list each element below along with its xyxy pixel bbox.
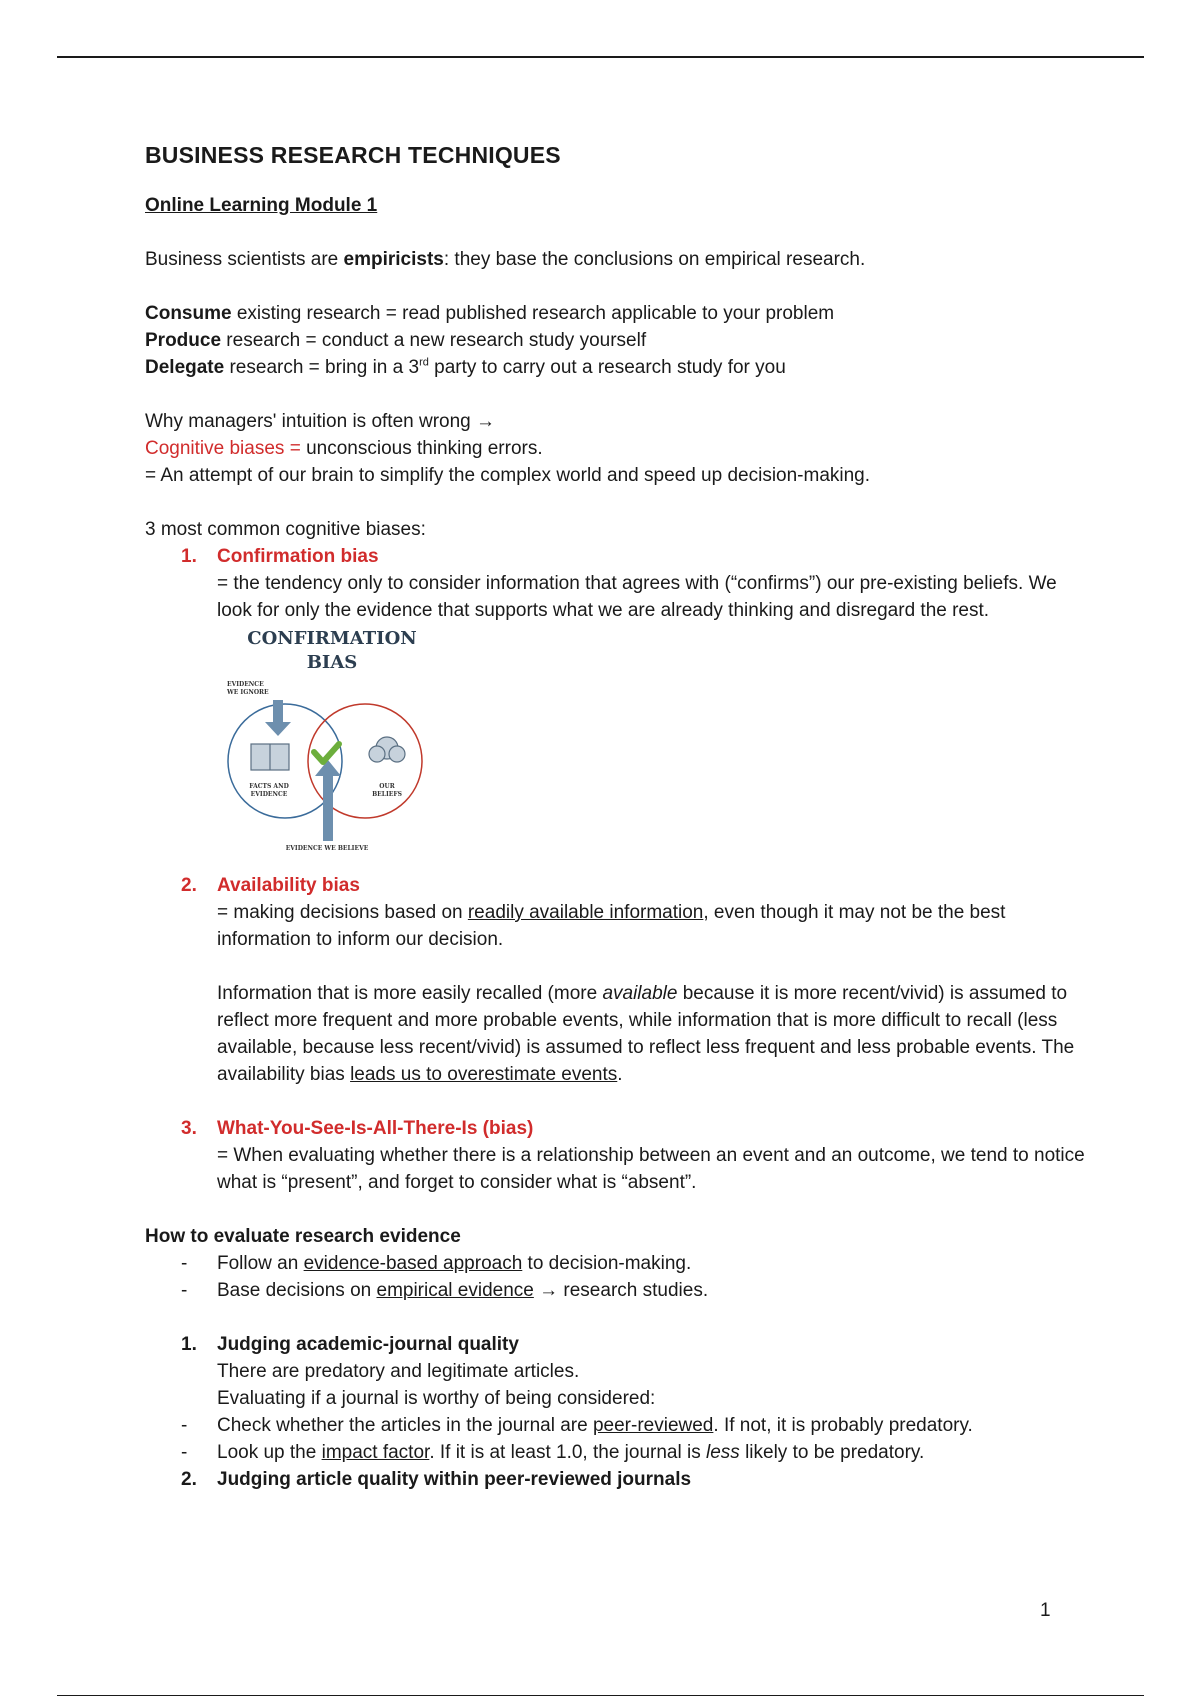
cognitive-biases-def: Cognitive biases = unconscious thinking errors. <box>145 438 543 459</box>
bias-3-definition: = When evaluating whether there is a relationship between an event and an outcome, we tend to notice what is “present”, and forget to consider what is “absent”. <box>217 1145 1085 1193</box>
judge-1-line1: There are predatory and legitimate articles. <box>217 1361 580 1382</box>
intro-paragraph: Business scientists are empiricists: they base the conclusions on empirical research. <box>145 249 866 270</box>
bias-1-heading: 1. Confirmation bias <box>181 546 379 567</box>
module-subtitle: Online Learning Module 1 <box>145 195 378 216</box>
why-line: Why managers' intuition is often wrong → <box>145 411 496 432</box>
bias-2-definition: = making decisions based on readily available information, even though it may not be the best information to inform our decision. <box>217 902 1006 950</box>
def-delegate: Delegate research = bring in a 3rd party to carry out a research study for you <box>145 356 786 378</box>
top-rule <box>57 56 1144 58</box>
figure-title-line1: CONFIRMATION <box>247 628 417 649</box>
judge-2-heading: 2. Judging article quality within peer-reviewed journals <box>181 1469 692 1490</box>
judge-1-heading: 1. Judging academic-journal quality <box>181 1334 519 1355</box>
arrow-up-icon <box>315 760 341 841</box>
label-facts-2: EVIDENCE <box>250 791 288 798</box>
biases-intro: 3 most common cognitive biases: <box>145 519 426 540</box>
label-evidence-ignore-2: WE IGNORE <box>227 689 269 696</box>
page-title: BUSINESS RESEARCH TECHNIQUES <box>145 142 561 168</box>
evaluate-heading: How to evaluate research evidence <box>145 1226 461 1247</box>
bias-3-heading: 3. What-You-See-Is-All-There-Is (bias) <box>181 1118 534 1139</box>
def-consume: Consume existing research = read published research applicable to your problem <box>145 303 835 324</box>
cognitive-attempt: = An attempt of our brain to simplify the complex world and speed up decision-making. <box>145 465 871 486</box>
label-facts-1: FACTS AND <box>249 783 289 790</box>
label-evidence-ignore-1: EVIDENCE <box>227 681 264 688</box>
label-beliefs-1: OUR <box>379 783 395 790</box>
list-item: - Follow an evidence-based approach to decision-making. <box>181 1253 692 1274</box>
bottom-rule <box>57 1695 1144 1696</box>
list-item: - Base decisions on empirical evidence → research studies. <box>181 1280 709 1301</box>
figure-title-line2: BIAS <box>306 652 358 673</box>
bias-2-explanation: Information that is more easily recalled (more available because it is more recent/vivid) is assumed to reflect more frequent and more probable events, while information that is more difficult to recall (less available, because less recent/vivid) is assumed to reflect less frequent and less probable events. The availability bias leads us to overestimate events. <box>217 983 1075 1085</box>
bias-1-definition: = the tendency only to consider information that agrees with (“confirms”) our pre-existing beliefs. We look for only the evidence that supports what we are already thinking and disregard the rest. <box>217 573 1057 621</box>
page-number: 1 <box>1040 1600 1051 1621</box>
judge-1-line2: Evaluating if a journal is worthy of being considered: <box>217 1388 656 1409</box>
label-beliefs-2: BELIEFS <box>372 791 402 798</box>
label-evidence-believe: EVIDENCE WE BELIEVE <box>285 845 369 852</box>
confirmation-bias-illustration <box>217 626 447 856</box>
page-content <box>145 140 1085 1493</box>
def-produce: Produce research = conduct a new research study yourself <box>145 330 647 351</box>
check-icon <box>314 744 339 762</box>
list-item: - Look up the impact factor. If it is at least 1.0, the journal is less likely to be predatory. <box>181 1442 925 1463</box>
arrow-down-icon <box>265 700 291 736</box>
bias-2-heading: 2. Availability bias <box>181 875 360 896</box>
list-item: - Check whether the articles in the journal are peer-reviewed. If not, it is probably predatory. <box>181 1415 973 1436</box>
